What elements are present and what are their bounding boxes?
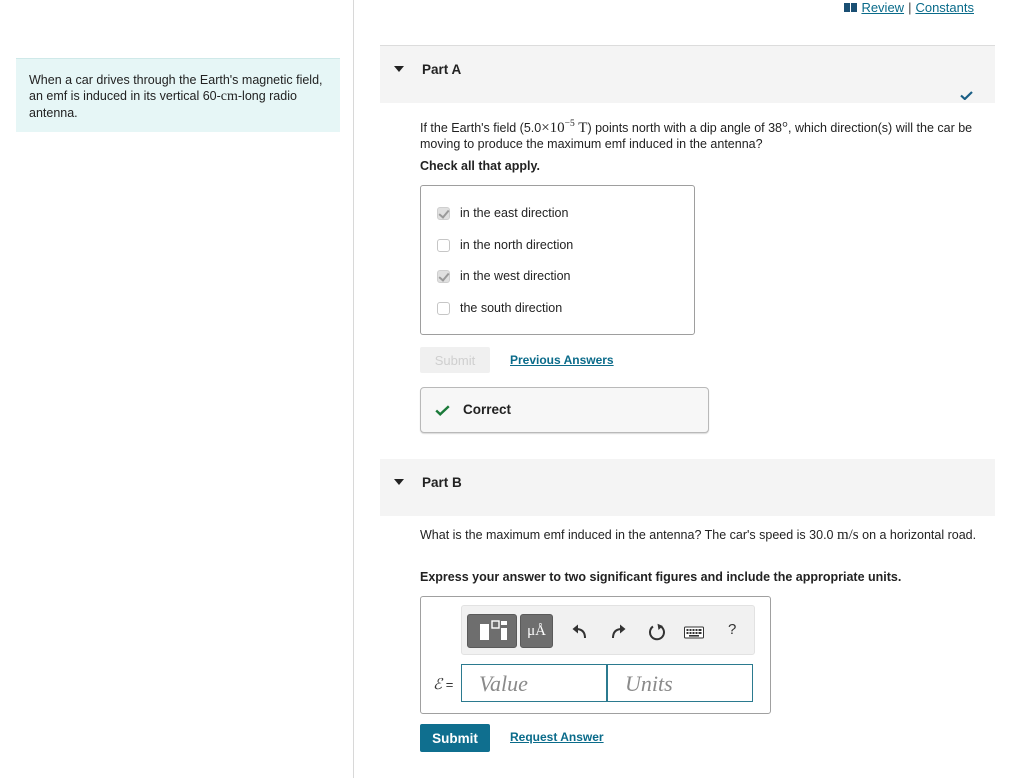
templates-icon[interactable]	[467, 614, 517, 648]
tesla-unit: T	[574, 120, 588, 136]
options-box	[420, 185, 695, 335]
part-a-submit-button[interactable]: Submit	[420, 347, 490, 373]
intro-text-start: When a car drives through the Earth's magnetic field, an emf is induced in its vertical 60-	[29, 73, 323, 103]
emf-variable-label	[433, 675, 453, 694]
intro-unit: cm	[220, 89, 238, 104]
units-input[interactable]: Units	[607, 664, 753, 702]
undo-icon[interactable]	[572, 623, 588, 641]
option-label: in the west direction	[460, 269, 571, 283]
value-input[interactable]: Value	[461, 664, 607, 702]
feedback-text: Correct	[463, 402, 512, 417]
checkbox[interactable]	[437, 270, 450, 283]
option-south[interactable]	[437, 300, 562, 316]
option-label: in the east direction	[460, 206, 569, 220]
question-text: What is the maximum emf induced in the antenna? The car's speed is 30.0	[420, 528, 837, 542]
review-link[interactable]: Review	[861, 0, 905, 15]
exponent: −5	[564, 119, 575, 129]
part-b-question	[420, 527, 998, 543]
question-text: , which direction(s) will the car be moving to produce the maximum emf induced in the antenna?	[420, 121, 973, 151]
part-b-title: Part B	[422, 475, 462, 490]
correct-check-icon	[435, 405, 450, 416]
option-north[interactable]	[437, 237, 573, 253]
part-b-header[interactable]	[380, 459, 995, 516]
collapse-caret-icon[interactable]	[394, 66, 404, 72]
book-icon	[844, 3, 857, 12]
checkbox[interactable]	[437, 239, 450, 252]
part-a-header[interactable]	[380, 46, 995, 103]
help-icon[interactable]: ?	[728, 621, 737, 638]
times-ten: ×10	[541, 120, 565, 136]
header-separator: |	[908, 0, 912, 15]
math-toolbar	[461, 605, 755, 655]
option-label: in the north direction	[460, 238, 574, 252]
speed-unit: m/s	[836, 527, 859, 543]
keyboard-icon[interactable]	[684, 623, 704, 641]
units-icon[interactable]: μÅ	[520, 614, 553, 648]
constants-link[interactable]: Constants	[915, 0, 974, 15]
option-label: the south direction	[460, 301, 563, 315]
question-text: on a horizontal road.	[858, 528, 977, 542]
intro-text-end: -long radio antenna.	[29, 89, 297, 120]
previous-answers-link[interactable]: Previous Answers	[510, 353, 614, 367]
part-b-instruction: Express your answer to two significant figures and include the appropriate units.	[420, 570, 902, 584]
feedback-box	[420, 387, 709, 433]
answer-box	[420, 596, 771, 714]
request-answer-link[interactable]: Request Answer	[510, 730, 604, 744]
emf-symbol: ℰ	[433, 677, 443, 693]
part-b-submit-button[interactable]: Submit	[420, 724, 490, 752]
part-a-title: Part A	[422, 62, 462, 77]
problem-intro	[16, 58, 340, 132]
option-east[interactable]	[437, 205, 568, 221]
redo-icon[interactable]	[610, 623, 626, 641]
column-divider	[353, 0, 354, 778]
collapse-caret-icon[interactable]	[394, 479, 404, 485]
equals-sign: =	[442, 677, 454, 692]
degree-symbol: °	[782, 120, 789, 136]
part-a-instruction: Check all that apply.	[420, 159, 540, 173]
part-a-question	[420, 116, 998, 152]
question-text: ) points north with a dip angle of 38	[587, 121, 783, 135]
option-west[interactable]	[437, 268, 570, 284]
check-icon	[960, 91, 973, 100]
header-links	[844, 0, 974, 15]
question-text: If the Earth's field (5.0	[420, 121, 542, 135]
checkbox[interactable]	[437, 207, 450, 220]
checkbox[interactable]	[437, 302, 450, 315]
reset-icon[interactable]	[648, 623, 666, 641]
